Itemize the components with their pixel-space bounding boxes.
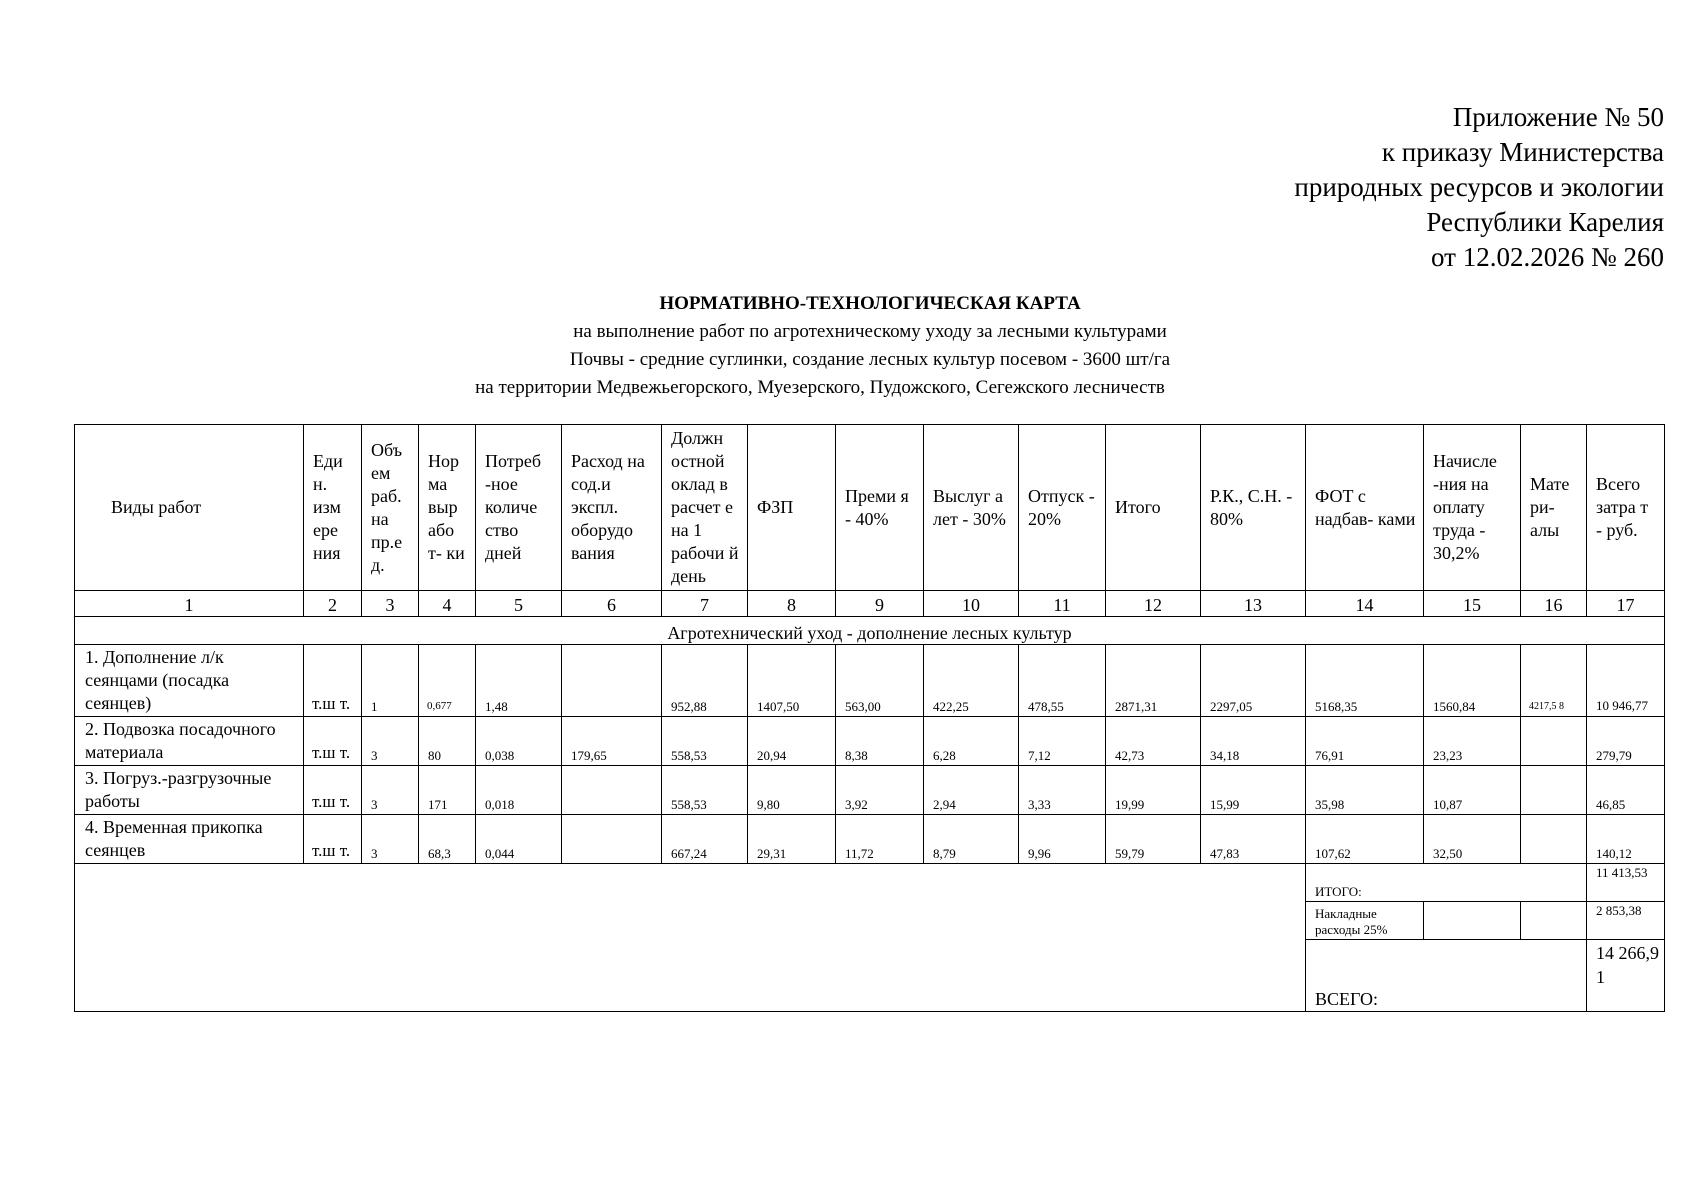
- itogo-value: 11 413,53: [1587, 864, 1665, 902]
- value-cell: 3: [362, 766, 419, 815]
- value-cell: 2871,31: [1106, 645, 1201, 717]
- unit-cell: т.ш т.: [304, 815, 362, 864]
- value-cell: 107,62: [1306, 815, 1424, 864]
- value-cell: 0,038: [476, 717, 562, 766]
- value-cell: 2,94: [924, 766, 1019, 815]
- value-cell: 3: [362, 815, 419, 864]
- table-row: [75, 766, 1665, 815]
- column-number: 4: [419, 591, 476, 617]
- value-cell: [562, 766, 662, 815]
- unit-cell: т.ш т.: [304, 717, 362, 766]
- value-cell: 558,53: [662, 766, 748, 815]
- value-cell: 171: [419, 766, 476, 815]
- column-number: 12: [1106, 591, 1201, 617]
- header-cell: Отпуск - 20%: [1019, 425, 1106, 591]
- value-cell: 0,018: [476, 766, 562, 815]
- header-cell: Преми я - 40%: [836, 425, 924, 591]
- column-number: 5: [476, 591, 562, 617]
- value-cell: 3: [362, 717, 419, 766]
- value-cell: 23,23: [1424, 717, 1521, 766]
- value-cell: 667,24: [662, 815, 748, 864]
- value-cell: 11,72: [836, 815, 924, 864]
- value-cell: 35,98: [1306, 766, 1424, 815]
- value-cell: 3,33: [1019, 766, 1106, 815]
- column-number: 13: [1201, 591, 1306, 617]
- overhead-empty-cell: [1521, 902, 1587, 940]
- unit-cell: т.ш т.: [304, 645, 362, 717]
- value-cell: 9,80: [748, 766, 836, 815]
- table-row: [75, 645, 1665, 717]
- column-number: 2: [304, 591, 362, 617]
- table-row: [75, 717, 1665, 766]
- column-number: 10: [924, 591, 1019, 617]
- header-cell: Виды работ: [75, 425, 304, 591]
- appendix-order: к приказу Министерства: [1381, 137, 1664, 167]
- column-number: 7: [662, 591, 748, 617]
- value-cell: 422,25: [924, 645, 1019, 717]
- value-cell: [1521, 717, 1587, 766]
- value-cell: 15,99: [1201, 766, 1306, 815]
- total-cost-cell: 10 946,77: [1587, 645, 1665, 717]
- work-type-cell: 4. Временная прикопка сеянцев: [75, 815, 304, 864]
- value-cell: 4217,5 8: [1521, 645, 1587, 717]
- value-cell: 6,28: [924, 717, 1019, 766]
- value-cell: 7,12: [1019, 717, 1106, 766]
- appendix-number: Приложение № 50: [1452, 102, 1664, 132]
- appendix-block: [1294, 100, 1664, 275]
- column-number: 8: [748, 591, 836, 617]
- header-cell: Итого: [1106, 425, 1201, 591]
- column-number: 16: [1521, 591, 1587, 617]
- total-cost-cell: 46,85: [1587, 766, 1665, 815]
- value-cell: 80: [419, 717, 476, 766]
- section-row: [75, 617, 1665, 645]
- vsego-value: 14 266,9 1: [1587, 940, 1665, 1012]
- header-cell: Должн остной оклад в расчет е на 1 рабочи й день: [662, 425, 748, 591]
- work-type-cell: 1. Дополнение л/к сеянцами (посадка сеянцев): [75, 645, 304, 717]
- column-number-row: [75, 591, 1665, 617]
- value-cell: 29,31: [748, 815, 836, 864]
- value-cell: 1407,50: [748, 645, 836, 717]
- header-cell: ФОТ с надбав- ками: [1306, 425, 1424, 591]
- itogo-label: ИТОГО:: [1306, 864, 1587, 902]
- column-number: 14: [1306, 591, 1424, 617]
- column-number: 3: [362, 591, 419, 617]
- header-cell: Расход на сод.и экспл. оборудо вания: [562, 425, 662, 591]
- header-cell: ФЗП: [748, 425, 836, 591]
- value-cell: 1,48: [476, 645, 562, 717]
- overhead-label: Накладные расходы 25%: [1306, 902, 1424, 940]
- value-cell: 952,88: [662, 645, 748, 717]
- value-cell: 19,99: [1106, 766, 1201, 815]
- appendix-date: от 12.02.2026 № 260: [1431, 242, 1664, 272]
- column-number: 15: [1424, 591, 1521, 617]
- header-cell: Всего затра т - руб.: [1587, 425, 1665, 591]
- appendix-republic: Республики Карелия: [1426, 207, 1664, 237]
- header-cell: Р.К., С.Н. - 80%: [1201, 425, 1306, 591]
- column-number: 6: [562, 591, 662, 617]
- column-number: 17: [1587, 591, 1665, 617]
- value-cell: [562, 815, 662, 864]
- value-cell: 9,96: [1019, 815, 1106, 864]
- document-title: НОРМАТИВНО-ТЕХНОЛОГИЧЕСКАЯ КАРТА: [659, 293, 1081, 314]
- value-cell: 42,73: [1106, 717, 1201, 766]
- unit-cell: т.ш т.: [304, 766, 362, 815]
- header-cell: Нор ма выр або т- ки: [419, 425, 476, 591]
- value-cell: 2297,05: [1201, 645, 1306, 717]
- header-cell: Выслуг а лет - 30%: [924, 425, 1019, 591]
- value-cell: 8,38: [836, 717, 924, 766]
- itogo-row: [75, 864, 1665, 902]
- value-cell: 478,55: [1019, 645, 1106, 717]
- column-number: 9: [836, 591, 924, 617]
- total-cost-cell: 140,12: [1587, 815, 1665, 864]
- document-subtitle-2: Почвы - средние суглинки, создание лесных культур посевом - 3600 шт/га: [569, 349, 1171, 370]
- work-type-cell: 3. Погруз.-разгрузочные работы: [75, 766, 304, 815]
- value-cell: 8,79: [924, 815, 1019, 864]
- section-title: Агротехнический уход - дополнение лесных культур: [75, 617, 1665, 645]
- value-cell: 10,87: [1424, 766, 1521, 815]
- value-cell: 179,65: [562, 717, 662, 766]
- header-cell: Потреб -ное количе ство дней: [476, 425, 562, 591]
- value-cell: [1521, 815, 1587, 864]
- total-cost-cell: 279,79: [1587, 717, 1665, 766]
- header-cell: Начисле -ния на оплату труда - 30,2%: [1424, 425, 1521, 591]
- value-cell: 558,53: [662, 717, 748, 766]
- value-cell: 0,677: [419, 645, 476, 717]
- value-cell: 34,18: [1201, 717, 1306, 766]
- vsego-label: ВСЕГО:: [1306, 940, 1587, 1012]
- overhead-value: 2 853,38: [1587, 902, 1665, 940]
- value-cell: [1521, 766, 1587, 815]
- value-cell: 68,3: [419, 815, 476, 864]
- value-cell: 59,79: [1106, 815, 1201, 864]
- table-header-row: [75, 425, 1665, 591]
- value-cell: 20,94: [748, 717, 836, 766]
- header-cell: Объ ем раб. на пр.е д.: [362, 425, 419, 591]
- document-heading: [0, 289, 1697, 402]
- appendix-ministry: природных ресурсов и экологии: [1294, 172, 1664, 202]
- norm-tech-table: [74, 424, 1665, 1012]
- column-number: 1: [75, 591, 304, 617]
- value-cell: 47,83: [1201, 815, 1306, 864]
- empty-area: [75, 864, 1306, 1012]
- value-cell: 76,91: [1306, 717, 1424, 766]
- value-cell: 1: [362, 645, 419, 717]
- value-cell: 3,92: [836, 766, 924, 815]
- value-cell: 563,00: [836, 645, 924, 717]
- value-cell: 1560,84: [1424, 645, 1521, 717]
- value-cell: [562, 645, 662, 717]
- document-subtitle-3: на территории Медвежьегорского, Муезерского, Пудожского, Сегежского лесничеств: [475, 377, 1165, 398]
- header-cell: Еди н. изм ере ния: [304, 425, 362, 591]
- table-row: [75, 815, 1665, 864]
- value-cell: 32,50: [1424, 815, 1521, 864]
- document-subtitle-1: на выполнение работ по агротехническому уходу за лесными культурами: [573, 321, 1167, 342]
- work-type-cell: 2. Подвозка посадочного материала: [75, 717, 304, 766]
- column-number: 11: [1019, 591, 1106, 617]
- overhead-empty-cell: [1424, 902, 1521, 940]
- value-cell: 5168,35: [1306, 645, 1424, 717]
- header-cell: Мате ри- алы: [1521, 425, 1587, 591]
- value-cell: 0,044: [476, 815, 562, 864]
